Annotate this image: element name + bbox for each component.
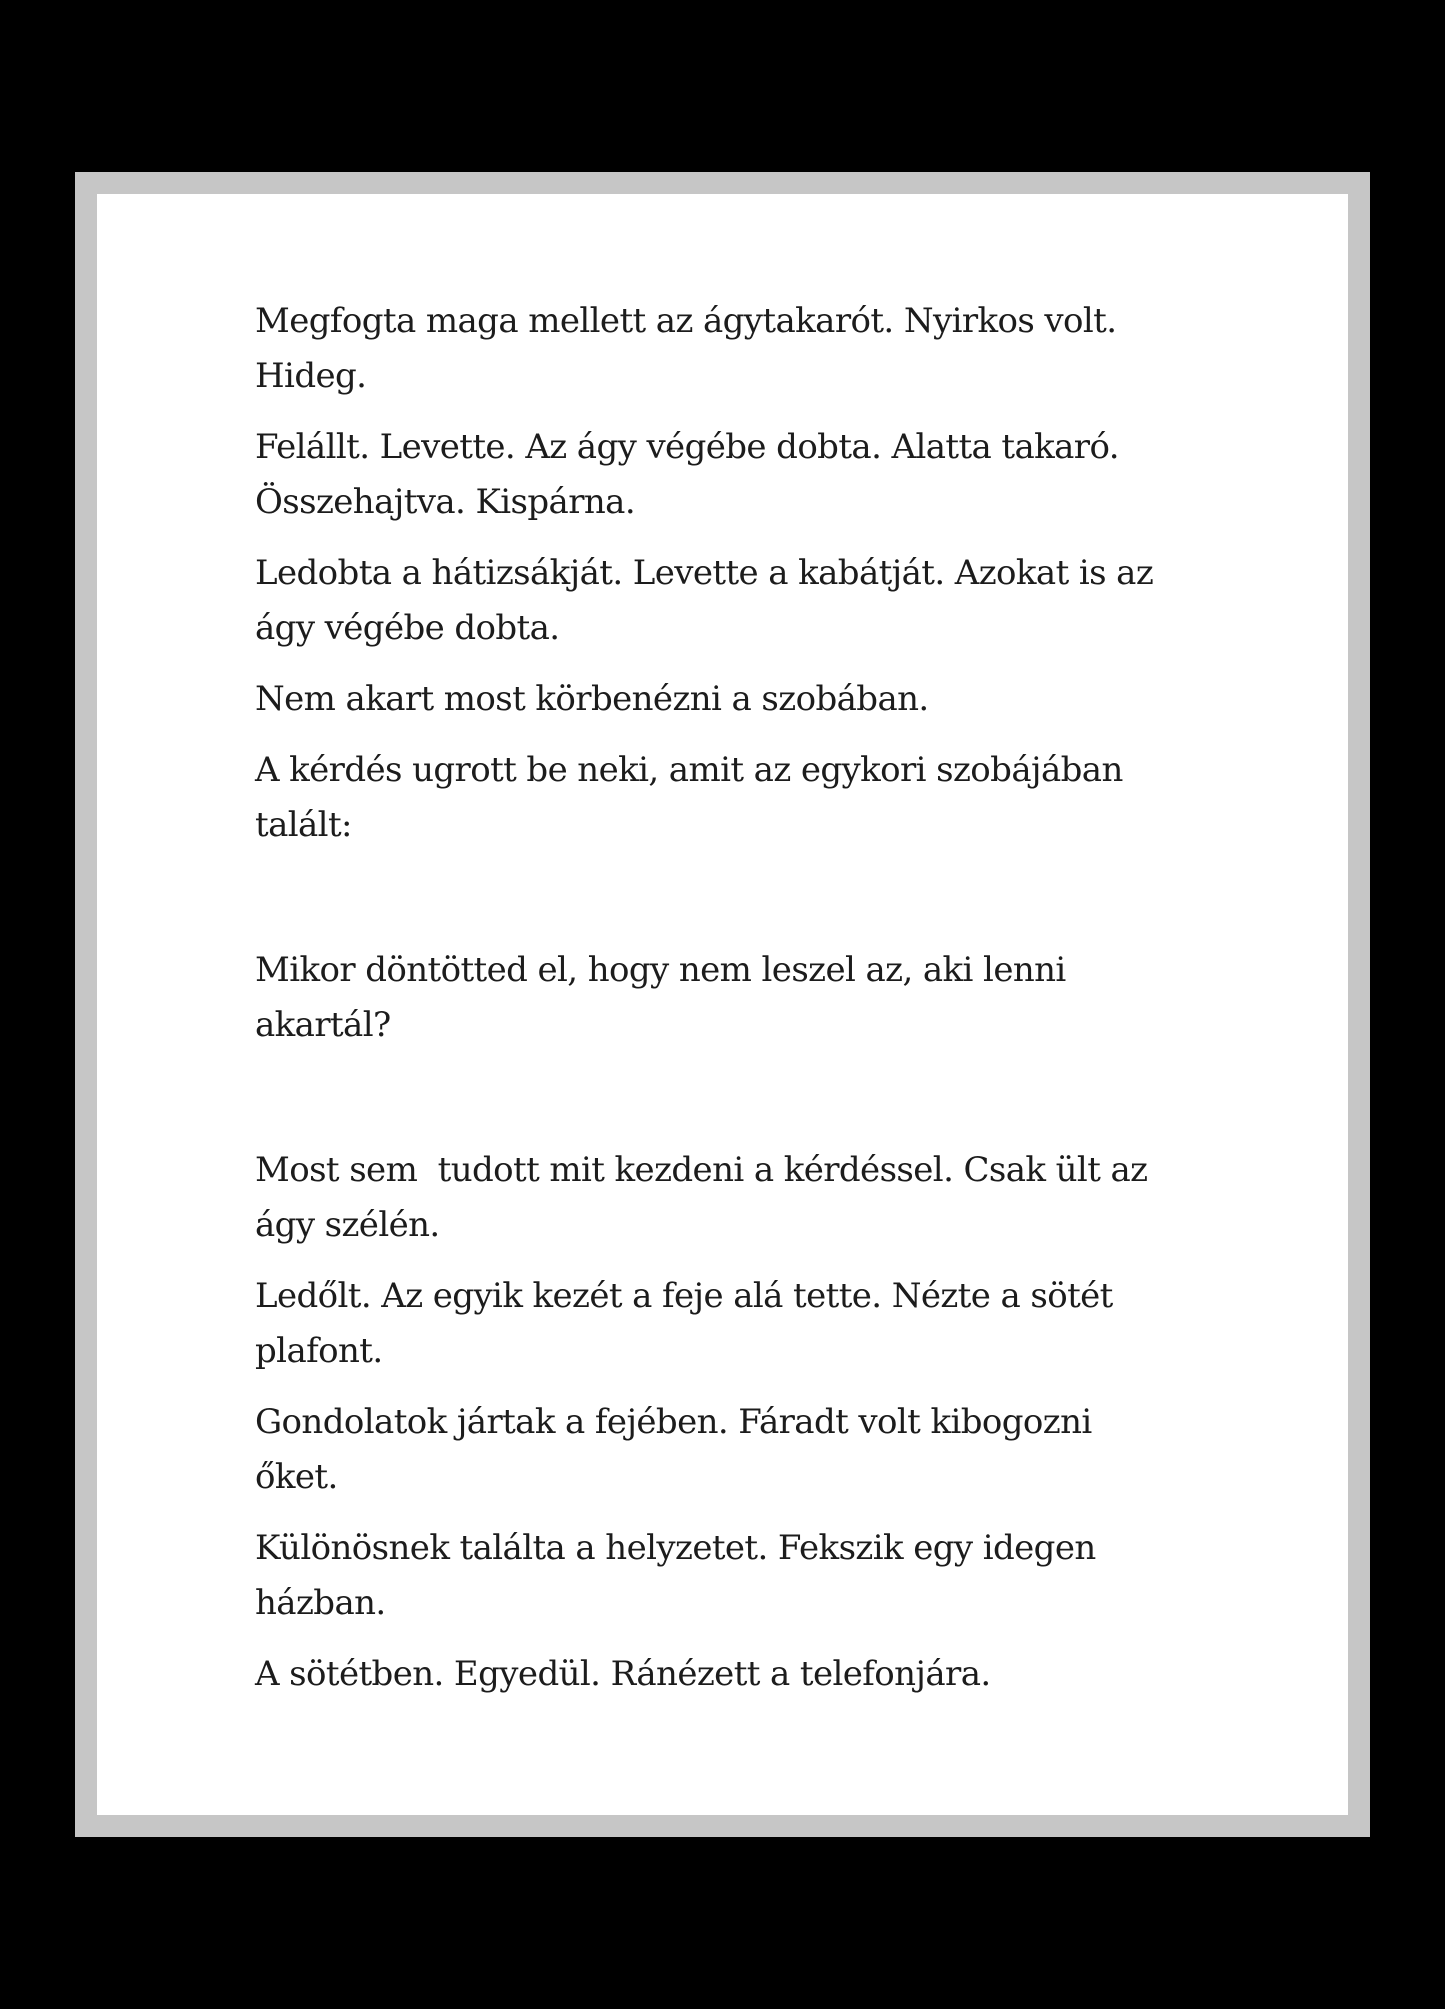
page-sheet (97, 194, 1348, 1815)
text-body (255, 294, 1164, 1702)
paragraph-7: Most sem tudott mit kezdeni a kérdéssel. Csak ült az ágy szélén. (255, 1150, 1158, 1245)
paragraph-11: A sötétben. Egyedül. Ránézett a telefonjára. (255, 1654, 991, 1694)
paragraph-5: A kérdés ugrott be neki, amit az egykori szobájában talált: (255, 750, 1133, 845)
paragraph-3: Ledobta a hátizsákját. Levette a kabátját. Azokat is az ágy végébe dobta. (255, 553, 1164, 648)
paragraph-8: Ledőlt. Az egyik kezét a feje alá tette. Nézte a sötét plafont. (255, 1276, 1123, 1371)
paragraph-6-question: Mikor döntötted el, hogy nem leszel az, aki lenni akartál? (255, 950, 1076, 1045)
paragraph-2: Felállt. Levette. Az ágy végébe dobta. Alatta takaró. Összehajtva. Kispárna. (255, 427, 1130, 522)
paragraph-1: Megfogta maga mellett az ágytakarót. Nyirkos volt. Hideg. (255, 301, 1127, 396)
paragraph-4: Nem akart most körbenézni a szobában. (255, 679, 929, 719)
page-frame (75, 172, 1370, 1837)
paragraph-9: Gondolatok jártak a fejében. Fáradt volt kibogozni őket. (255, 1402, 1102, 1497)
paragraph-10: Különösnek találta a helyzetet. Fekszik egy idegen házban. (255, 1528, 1106, 1623)
